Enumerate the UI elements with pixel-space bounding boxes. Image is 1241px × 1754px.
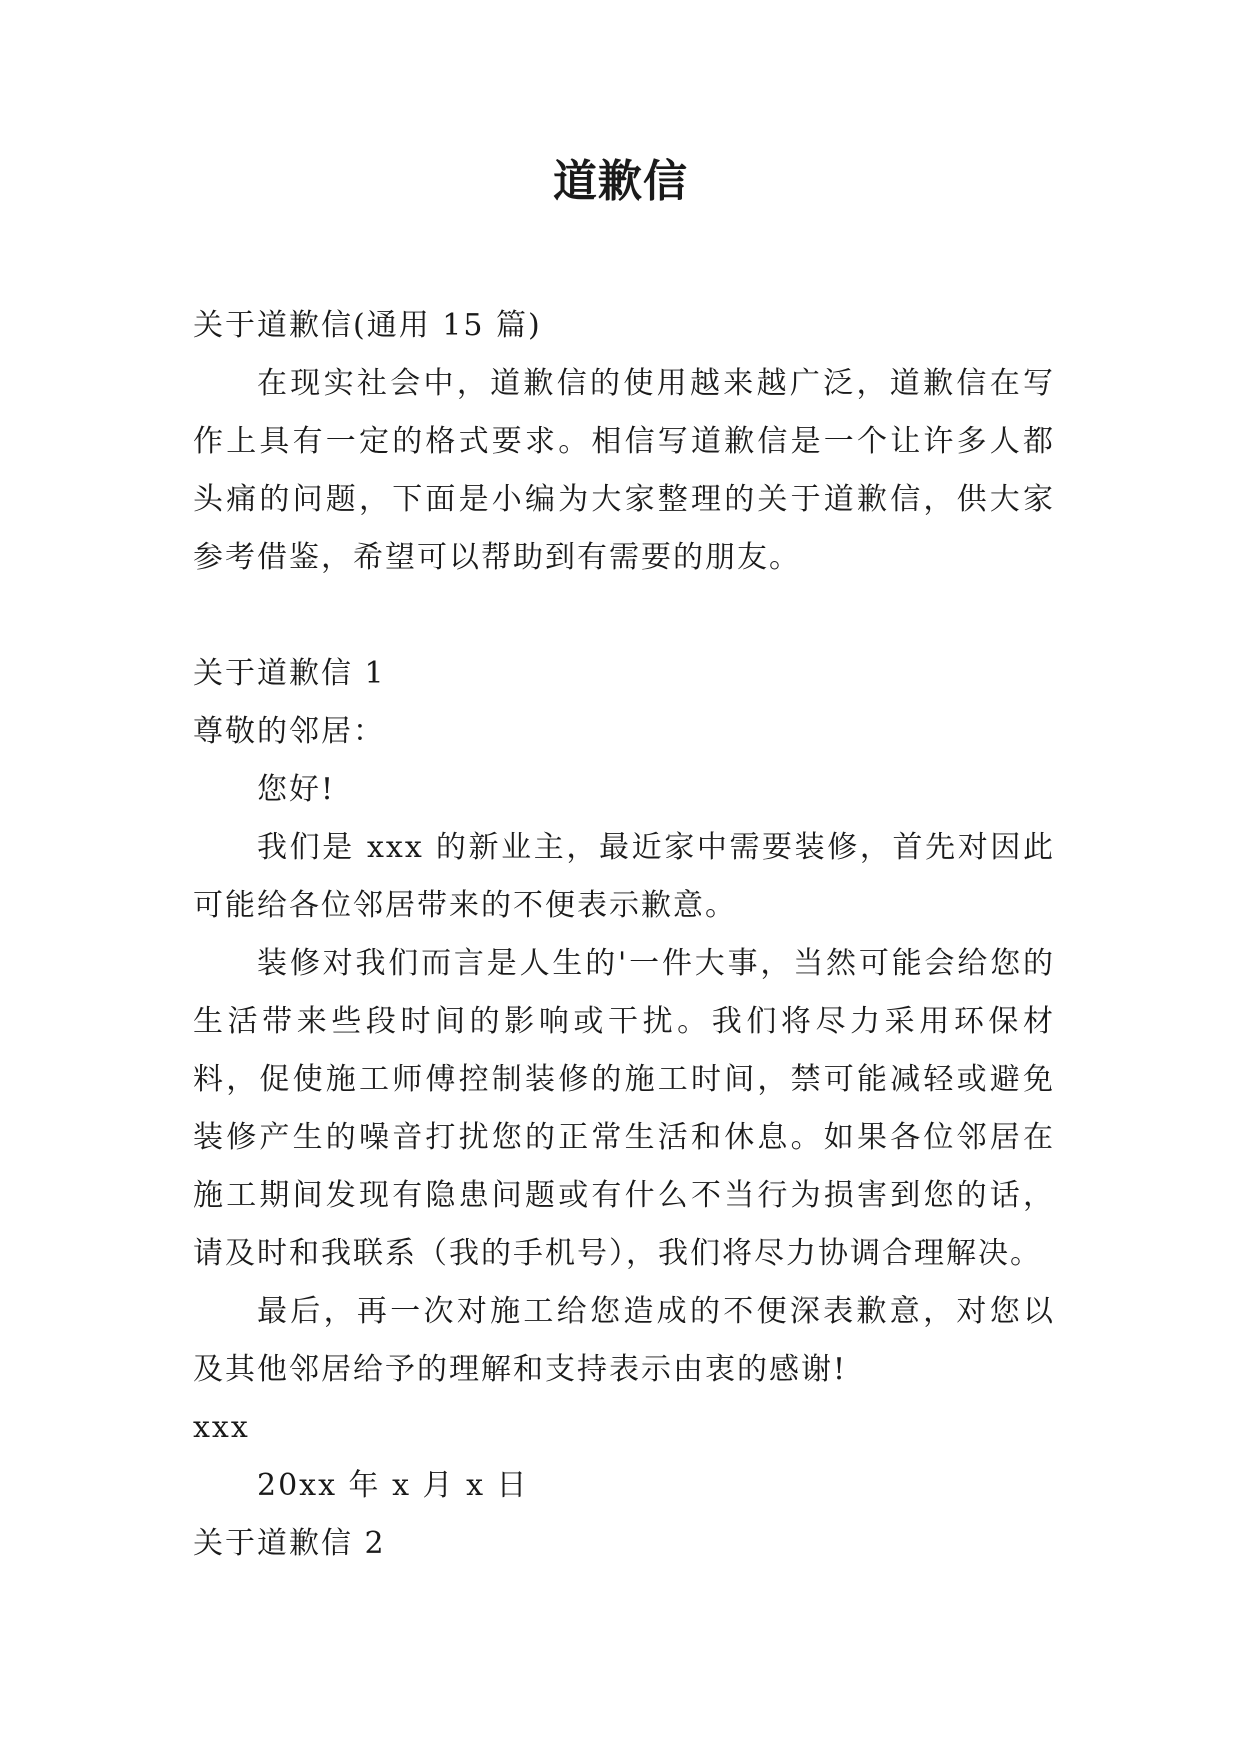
letter-date: 20xx 年 x 月 x 日 [257, 1468, 529, 1503]
section-heading-2: 关于道歉信 2 [193, 1526, 386, 1561]
intro-paragraph: 在现实社会中，道歉信的使用越来越广泛，道歉信在写作上具有一定的格式要求。相信写道歉信是一个让许多人都头痛的问题，下面是小编为大家整理的关于道歉信，供大家参考借鉴，希望可以帮助到有需要的朋友。 [193, 366, 1055, 575]
letter-paragraph-2: 装修对我们而言是人生的'一件大事，当然可能会给您的生活带来些段时间的影响或干扰。我们将尽力采用环保材料，促使施工师傅控制装修的施工时间，禁可能减轻或避免装修产生的噪音打扰您的正常生活和休息。如果各位邻居在施工期间发现有隐患问题或有什么不当行为损害到您的话，请及时和我联系（我的手机号），我们将尽力协调合理解决。 [193, 946, 1055, 1271]
paragraph-gap [193, 587, 1055, 645]
letter-paragraph-3: 最后，再一次对施工给您造成的不便深表歉意，对您以及其他邻居给予的理解和支持表示由衷的感谢! [193, 1294, 1055, 1387]
document-title: 道歉信 [553, 156, 688, 207]
letter-paragraph-1: 我们是 xxx 的新业主，最近家中需要装修，首先对因此可能给各位邻居带来的不便表示歉意。 [193, 830, 1055, 923]
document-body [193, 297, 1055, 1573]
document-subtitle: 关于道歉信(通用 15 篇) [193, 308, 542, 343]
section-heading-1: 关于道歉信 1 [193, 656, 386, 691]
greeting: 您好! [257, 772, 336, 807]
signature: xxx [193, 1410, 250, 1445]
salutation: 尊敬的邻居： [193, 714, 385, 749]
